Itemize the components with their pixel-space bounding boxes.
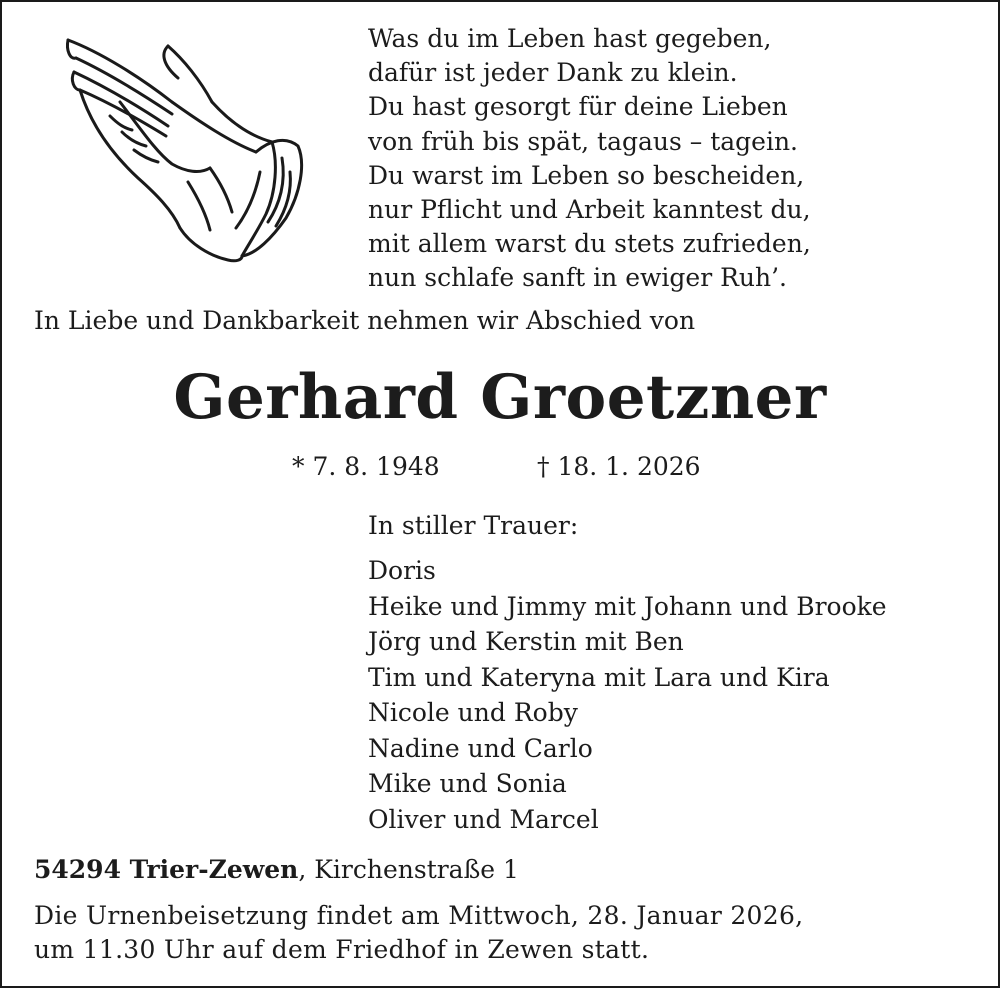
poem-line: Was du im Leben hast gegeben,: [368, 24, 772, 53]
mourning-address: [34, 855, 519, 884]
poem-line: nur Pflicht und Arbeit kanntest du,: [368, 195, 811, 225]
poem-line: von früh bis spät, tagaus – tagein.: [368, 126, 799, 156]
poem-line: mit allem warst du stets zufrieden,: [368, 229, 811, 259]
memorial-poem: [368, 22, 811, 296]
list-item: Nadine und Carlo: [368, 733, 593, 763]
poem-line: nun schlafe sanft in ewiger Ruh’.: [368, 263, 788, 293]
address-street: , Kirchenstraße 1: [298, 855, 519, 884]
list-item: Tim und Kateryna mit Lara und Kira: [368, 662, 830, 692]
list-item: Mike und Sonia: [368, 769, 567, 798]
birth-date: * 7. 8. 1948: [292, 452, 440, 481]
praying-hands-icon: [60, 32, 310, 272]
list-item: Doris: [368, 556, 436, 585]
list-item: Oliver und Marcel: [368, 804, 599, 834]
list-item: Jörg und Kerstin mit Ben: [368, 627, 684, 656]
deceased-name: Gerhard Groetzner: [173, 362, 827, 433]
address-place: 54294 Trier-Zewen: [34, 855, 299, 884]
poem-line: dafür ist jeder Dank zu klein.: [368, 58, 738, 88]
death-date: † 18. 1. 2026: [537, 452, 701, 481]
poem-line: Du hast gesorgt für deine Lieben: [368, 92, 788, 122]
burial-line: Die Urnenbeisetzung findet am Mittwoch, 28. Januar 2026,: [34, 901, 804, 930]
burial-line: um 11.30 Uhr auf dem Friedhof in Zewen statt.: [34, 935, 650, 964]
family-list: [368, 553, 887, 837]
farewell-intro: In Liebe und Dankbarkeit nehmen wir Abschied von: [34, 306, 696, 335]
mourning-heading: In stiller Trauer:: [368, 511, 579, 540]
poem-line: Du warst im Leben so bescheiden,: [368, 160, 805, 190]
list-item: Nicole und Roby: [368, 698, 578, 727]
list-item: Heike und Jimmy mit Johann und Brooke: [368, 591, 887, 621]
burial-notice: [34, 899, 803, 967]
